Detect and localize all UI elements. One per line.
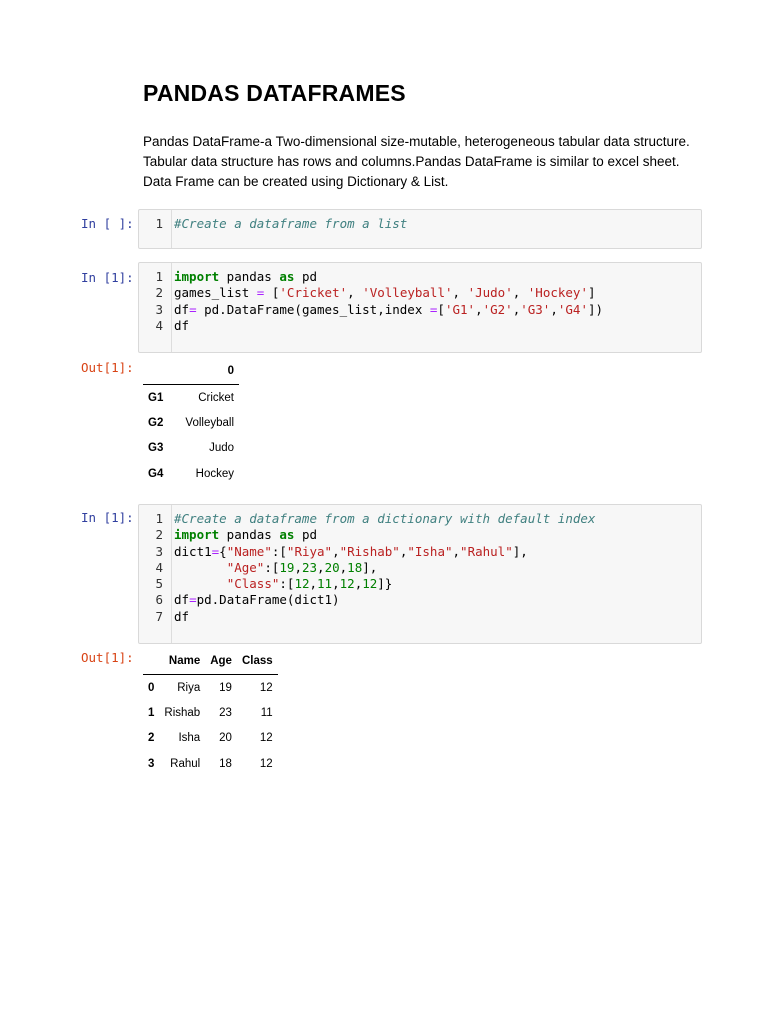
code-token: ], (362, 559, 378, 575)
code-line[interactable] (139, 318, 701, 334)
code-token: 19 (279, 559, 295, 575)
table-cell: Rahul (170, 757, 201, 770)
code-text[interactable] (174, 560, 377, 576)
description-line: Data Frame can be created using Dictionary & List. (143, 174, 449, 189)
code-token: "Rishab" (339, 543, 400, 559)
line-number: 1 (155, 216, 163, 231)
line-number: 6 (155, 592, 163, 608)
code-cell[interactable] (138, 262, 702, 353)
code-token: [ (437, 301, 445, 317)
code-token: import (174, 269, 220, 284)
code-token: , (294, 559, 302, 575)
code-line[interactable] (139, 527, 701, 543)
code-token: , (317, 559, 325, 575)
table-cell: Volleyball (185, 416, 234, 429)
code-token: 'G3' (520, 301, 551, 317)
code-token: 12 (294, 576, 310, 592)
code-text[interactable] (174, 544, 528, 560)
code-token: df (174, 608, 190, 624)
description-line: Tabular data structure has rows and columns.Pandas DataFrame is similar to excel sheet. (143, 154, 680, 169)
page-title: PANDAS DATAFRAMES (143, 80, 406, 106)
dataframe-output (143, 648, 278, 776)
code-editor[interactable] (139, 511, 701, 625)
code-token: 12 (362, 576, 378, 592)
code-token: = (189, 592, 197, 608)
code-line[interactable] (139, 609, 701, 625)
code-token: df (174, 592, 190, 608)
code-token: ]) (587, 301, 604, 317)
code-line[interactable] (139, 285, 701, 301)
code-line[interactable] (139, 216, 701, 232)
code-token: ], (512, 543, 528, 559)
description-line: Pandas DataFrame-a Two-dimensional size-mutable, heterogeneous tabular data structure. (143, 134, 690, 149)
table-row (143, 726, 278, 751)
dataframe-header (143, 648, 278, 675)
code-token: 11 (317, 576, 333, 592)
column-header: Class (237, 648, 278, 675)
row-index: 0 (148, 681, 155, 694)
code-token: , (309, 576, 318, 592)
code-token: { (219, 543, 227, 559)
table-cell: 12 (259, 757, 273, 770)
code-token: as (279, 269, 295, 284)
code-token: 'Judo' (467, 285, 513, 301)
row-index: 2 (148, 732, 155, 745)
code-token: #Create a dataframe from a dictionary with default index (174, 511, 596, 526)
dataframe-body (143, 385, 239, 487)
code-token: pandas (219, 527, 280, 543)
code-token: = (429, 301, 438, 317)
code-token: #Create a dataframe from a list (174, 216, 408, 231)
code-text[interactable] (174, 302, 603, 318)
output-prompt: Out[1]: (81, 650, 134, 665)
code-token: df (174, 301, 190, 317)
table-row (143, 461, 239, 486)
code-token: , (550, 301, 558, 317)
code-text[interactable] (174, 609, 189, 625)
line-number: 4 (155, 317, 163, 333)
table-cell: 20 (219, 732, 232, 745)
table-cell: Isha (178, 732, 201, 745)
code-token: 'G4' (557, 301, 588, 317)
table-row (143, 385, 239, 411)
code-token: 18 (347, 559, 363, 575)
code-token: pd (294, 269, 318, 284)
code-token: as (279, 527, 295, 543)
dataframe-body (143, 675, 278, 777)
table-cell: 19 (219, 681, 232, 694)
code-token: , (512, 285, 528, 301)
code-text[interactable] (174, 511, 595, 527)
code-editor[interactable] (139, 269, 701, 334)
code-line[interactable] (139, 269, 701, 285)
table-cell: Hockey (195, 467, 234, 480)
code-token: ] (588, 285, 596, 301)
code-token: = (211, 543, 220, 559)
code-token: 23 (301, 559, 318, 575)
line-number: 1 (155, 269, 163, 284)
table-row (143, 410, 239, 435)
code-token: pd.DataFrame(dict1) (196, 592, 340, 608)
table-cell: Riya (177, 681, 201, 694)
code-token: , (512, 301, 521, 317)
code-token: 12 (339, 576, 355, 592)
code-cell[interactable] (138, 504, 702, 644)
code-text[interactable] (174, 592, 340, 608)
table-cell: 12 (259, 732, 273, 745)
code-token: :[ (279, 576, 295, 592)
line-number: 3 (155, 301, 163, 317)
code-line[interactable] (139, 302, 701, 318)
input-prompt: In [1]: (81, 270, 134, 285)
column-header: Age (205, 648, 237, 675)
code-token: , (332, 576, 340, 592)
input-prompt: In [1]: (81, 510, 134, 525)
header-row (143, 648, 278, 675)
row-index: G2 (148, 416, 164, 429)
code-token: "Name" (226, 543, 272, 559)
output-prompt: Out[1]: (81, 360, 134, 375)
line-number: 4 (155, 559, 163, 575)
index-header (143, 358, 173, 385)
row-index: 1 (148, 706, 155, 719)
code-line[interactable] (139, 592, 701, 608)
code-token (174, 576, 227, 591)
line-number: 1 (155, 511, 163, 526)
code-token: "Riya" (286, 543, 333, 559)
table-row (143, 700, 278, 725)
line-number: 2 (155, 527, 163, 543)
table-row (143, 675, 278, 701)
table-cell: 18 (219, 757, 232, 770)
code-text[interactable] (174, 527, 317, 543)
code-token: :[ (271, 543, 287, 559)
column-header: Name (159, 648, 205, 675)
code-token: "Isha" (407, 543, 453, 559)
line-number: 2 (155, 285, 163, 301)
code-token: , (452, 543, 461, 559)
code-line[interactable] (139, 544, 701, 560)
code-line[interactable] (139, 576, 701, 592)
row-index: G4 (148, 467, 164, 480)
code-token: 20 (324, 559, 340, 575)
code-token: , (354, 576, 363, 592)
code-token: = (256, 285, 265, 301)
code-token: , (347, 285, 363, 301)
code-text[interactable] (174, 576, 392, 592)
code-token: "Rahul" (460, 543, 513, 559)
table-cell: Rishab (164, 706, 201, 719)
code-token: "Age" (226, 559, 265, 575)
code-token (174, 560, 227, 575)
table-row (143, 436, 239, 461)
code-token: 'Cricket' (279, 285, 348, 301)
table-row (143, 751, 278, 776)
code-token: import (174, 527, 220, 543)
row-index: G3 (148, 442, 164, 455)
dataframe-output (143, 358, 239, 486)
code-token: games_list (174, 285, 257, 301)
code-token: , (332, 543, 340, 559)
code-token: pd.DataFrame(games_list,index (196, 301, 430, 317)
table-cell: 11 (260, 706, 273, 719)
input-prompt: In [ ]: (81, 216, 134, 231)
header-row (143, 358, 239, 385)
code-token: = (189, 301, 197, 317)
description (143, 132, 723, 192)
code-text[interactable] (174, 216, 407, 232)
code-token: df (174, 317, 190, 333)
index-header (143, 648, 159, 675)
column-header: 0 (173, 358, 239, 385)
code-token: :[ (264, 559, 280, 575)
code-cell[interactable] (138, 209, 702, 249)
line-number: 5 (155, 576, 163, 592)
row-index: 3 (148, 757, 155, 770)
code-line[interactable] (139, 511, 701, 527)
code-editor[interactable] (139, 216, 701, 232)
row-index: G1 (148, 391, 164, 404)
code-token: pandas (219, 269, 280, 284)
code-token: , (475, 301, 483, 317)
code-token: dict1 (174, 543, 212, 559)
code-token: 'G1' (444, 301, 476, 317)
code-token: , (452, 285, 468, 301)
code-token: ]} (377, 576, 393, 592)
code-text[interactable] (174, 285, 596, 301)
line-number: 3 (155, 543, 163, 559)
line-number: 7 (155, 608, 163, 624)
dataframe-header (143, 358, 239, 385)
code-token: 'Hockey' (527, 285, 588, 301)
code-text[interactable] (174, 318, 189, 334)
code-text[interactable] (174, 269, 317, 285)
table-cell: Judo (209, 442, 234, 455)
table-cell: Cricket (198, 391, 234, 404)
code-token: 'G2' (482, 301, 513, 317)
code-token: "Class" (226, 576, 280, 592)
code-line[interactable] (139, 560, 701, 576)
code-token: , (339, 559, 348, 575)
code-token: [ (264, 285, 280, 301)
code-token: 'Volleyball' (362, 285, 453, 301)
code-token: , (399, 543, 408, 559)
table-cell: 12 (259, 681, 273, 694)
code-token: pd (294, 527, 318, 543)
table-cell: 23 (219, 706, 232, 719)
